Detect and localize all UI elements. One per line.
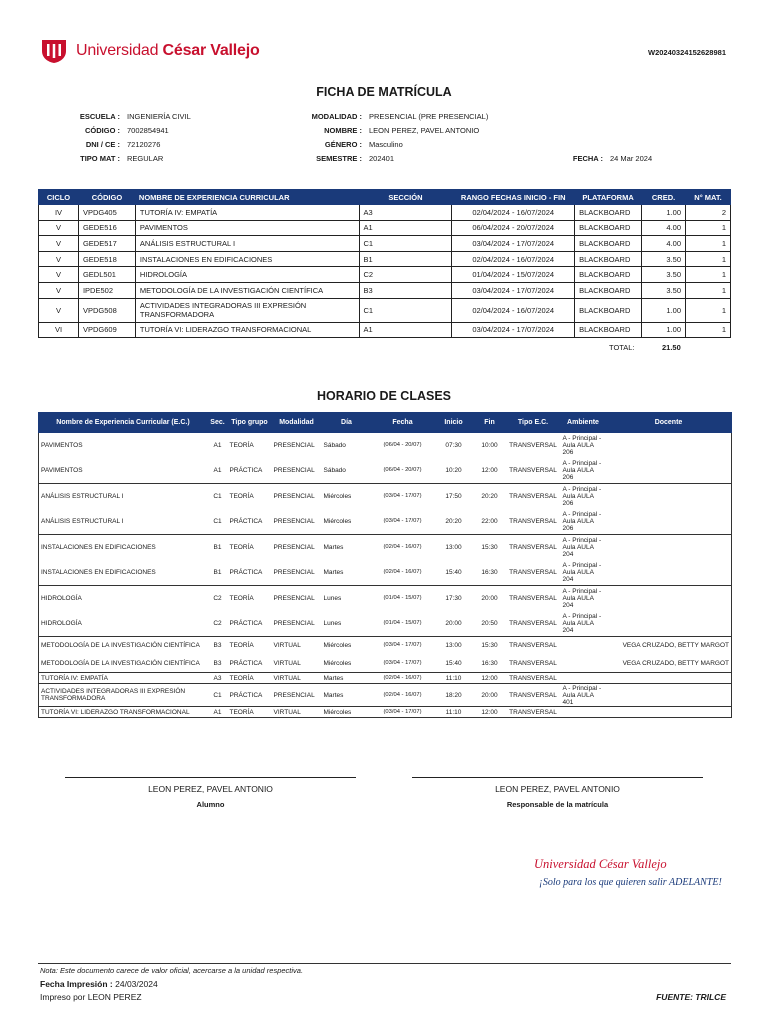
schedule-tipo-ec: TRANSVERSAL xyxy=(506,560,561,586)
logo-text-bold: César Vallejo xyxy=(162,42,260,59)
schedule-row xyxy=(39,655,732,673)
schedule-inicio: 17:30 xyxy=(445,595,462,602)
schedule-modalidad: PRESENCIAL xyxy=(272,509,322,535)
genero-value: Masculino xyxy=(369,140,403,149)
course-nombre: ANÁLISIS ESTRUCTURAL I xyxy=(135,236,359,252)
schedule-sec: A1 xyxy=(213,442,222,449)
schedule-dia: Miércoles xyxy=(323,642,352,650)
schedule-ambiente: A - Principal - Aula AULA 206 xyxy=(561,458,606,484)
responsible-name: LEON PEREZ, PAVEL ANTONIO xyxy=(495,784,620,794)
schedule-ambiente: A - Principal - Aula AULA 204 xyxy=(562,537,602,558)
course-seccion: C1 xyxy=(359,236,452,252)
student-name: LEON PEREZ, PAVEL ANTONIO xyxy=(148,784,273,794)
schedule-modalidad: VIRTUAL xyxy=(273,642,301,650)
schedule-ec: INSTALACIONES EN EDIFICACIONES xyxy=(41,544,156,551)
course-rango: 06/04/2024 - 20/07/2024 xyxy=(452,220,575,236)
col-tipo-ec: Tipo E.C. xyxy=(506,413,561,433)
footer-divider xyxy=(38,963,731,964)
schedule-fin: 16:30 xyxy=(474,560,506,586)
course-nombre: ACTIVIDADES INTEGRADORAS III EXPRESIÓN TRANSFORMADORA xyxy=(135,298,359,322)
course-seccion: B3 xyxy=(359,282,452,298)
schedule-fecha: (01/04 - 15/07) xyxy=(372,611,434,637)
schedule-dia: Lunes xyxy=(323,595,342,602)
page-title: FICHA DE MATRÍCULA xyxy=(316,85,452,99)
schedule-sec: C1 xyxy=(213,493,222,500)
schedule-ambiente: A - Principal - Aula AULA 206 xyxy=(562,435,602,456)
escuela-value: INGENIERÍA CIVIL xyxy=(127,112,191,121)
print-date-label: Fecha Impresión : xyxy=(40,979,113,989)
schedule-ec: ACTIVIDADES INTEGRADORAS III EXPRESIÓN TRANSFORMADORA xyxy=(39,684,208,707)
schedule-fecha: (01/04 - 15/07) xyxy=(383,595,422,601)
course-row xyxy=(39,322,731,338)
schedule-tipo-ec: TRANSVERSAL xyxy=(506,707,561,718)
course-plataforma: BLACKBOARD xyxy=(575,236,642,252)
schedule-docente xyxy=(606,684,732,707)
footer-note: Nota: Este documento carece de valor oficial, acercarse a la unidad respectiva. xyxy=(40,966,304,975)
brand-signature: Universidad César Vallejo xyxy=(534,857,667,871)
schedule-ec: METODOLOGÍA DE LA INVESTIGACIÓN CIENTÍFICA xyxy=(41,642,200,650)
schedule-modalidad: VIRTUAL xyxy=(272,673,322,684)
col-inicio: Inicio xyxy=(434,413,474,433)
schedule-tipo-ec: TRANSVERSAL xyxy=(506,684,561,707)
course-cred: 4.00 xyxy=(642,220,686,236)
course-ciclo: V xyxy=(39,236,79,252)
modalidad-value: PRESENCIAL (PRE PRESENCIAL) xyxy=(369,112,489,121)
schedule-row xyxy=(39,611,732,637)
course-cred: 1.00 xyxy=(642,322,686,338)
schedule-tipo-ec: TRANSVERSAL xyxy=(509,642,557,650)
schedule-tipo-ec: TRANSVERSAL xyxy=(509,493,557,500)
schedule-dia: Miércoles xyxy=(322,707,372,718)
schedule-docente xyxy=(606,707,732,718)
schedule-modalidad: VIRTUAL xyxy=(272,655,322,673)
schedule-ec: PAVIMENTOS xyxy=(41,442,83,449)
schedule-dia: Miércoles xyxy=(322,655,372,673)
print-date xyxy=(40,979,158,989)
schedule-inicio: 20:20 xyxy=(434,509,474,535)
schedule-tipo-grupo: PRÁCTICA xyxy=(228,655,272,673)
schedule-tipo-ec: TRANSVERSAL xyxy=(506,509,561,535)
courses-header-row xyxy=(39,190,731,205)
course-rango: 02/04/2024 - 16/07/2024 xyxy=(452,298,575,322)
course-codigo: VPDG508 xyxy=(78,298,135,322)
schedule-sec: C2 xyxy=(208,611,228,637)
course-ciclo: V xyxy=(39,251,79,267)
schedule-tipo-ec: TRANSVERSAL xyxy=(506,655,561,673)
course-plataforma: BLACKBOARD xyxy=(575,298,642,322)
course-cred: 3.50 xyxy=(642,267,686,283)
schedule-sec: C1 xyxy=(208,684,228,707)
schedule-fin: 22:00 xyxy=(474,509,506,535)
document-code: W20240324152628981 xyxy=(648,48,726,57)
schedule-tipo-ec: TRANSVERSAL xyxy=(509,544,557,551)
course-seccion: A1 xyxy=(359,220,452,236)
schedule-inicio: 10:20 xyxy=(434,458,474,484)
schedule-fecha: (06/04 - 20/07) xyxy=(383,442,422,448)
course-ciclo: IV xyxy=(39,205,79,221)
schedule-inicio: 13:00 xyxy=(445,642,462,650)
fecha-label: FECHA : xyxy=(572,154,603,163)
schedule-dia: Miércoles xyxy=(323,493,352,500)
schedule-row xyxy=(39,673,732,684)
schedule-docente xyxy=(606,484,732,510)
course-row xyxy=(39,267,731,283)
course-cred: 3.50 xyxy=(642,251,686,267)
schedule-tipo-grupo: PRÁCTICA xyxy=(228,509,272,535)
schedule-modalidad: VIRTUAL xyxy=(272,707,322,718)
nombre-label: NOMBRE : xyxy=(324,126,362,135)
schedule-ec: ANÁLISIS ESTRUCTURAL I xyxy=(41,493,124,500)
schedule-fin: 20:50 xyxy=(474,611,506,637)
schedule-sec: A1 xyxy=(208,458,228,484)
schedule-title: HORARIO DE CLASES xyxy=(316,389,452,403)
schedule-fecha: (03/04 - 17/07) xyxy=(383,493,422,499)
schedule-row xyxy=(39,637,732,655)
course-plataforma: BLACKBOARD xyxy=(575,267,642,283)
schedule-dia: Sábado xyxy=(322,458,372,484)
schedule-sec: A1 xyxy=(208,707,228,718)
schedule-ambiente xyxy=(561,673,606,684)
schedule-modalidad: PRESENCIAL xyxy=(273,544,315,551)
course-ciclo: V xyxy=(39,282,79,298)
schedule-tipo-grupo: PRÁCTICA xyxy=(228,560,272,586)
schedule-dia: Miércoles xyxy=(322,509,372,535)
schedule-docente xyxy=(606,611,732,637)
schedule-tipo-ec: TRANSVERSAL xyxy=(509,442,557,449)
course-nmat: 1 xyxy=(686,267,731,283)
course-plataforma: BLACKBOARD xyxy=(575,282,642,298)
schedule-sec: B1 xyxy=(208,560,228,586)
col-codigo: CÓDIGO xyxy=(78,190,135,205)
schedule-modalidad: PRESENCIAL xyxy=(272,458,322,484)
logo-text-regular: Universidad xyxy=(76,42,159,59)
schedule-ambiente xyxy=(561,655,606,673)
schedule-ec: METODOLOGÍA DE LA INVESTIGACIÓN CIENTÍFICA xyxy=(39,655,208,673)
schedule-table xyxy=(38,412,732,718)
course-nmat: 1 xyxy=(686,298,731,322)
total-value: 21.50 xyxy=(662,343,681,352)
schedule-fecha: (03/04 - 17/07) xyxy=(372,509,434,535)
schedule-inicio: 15:40 xyxy=(434,655,474,673)
schedule-fin: 20:00 xyxy=(474,684,506,707)
course-nombre: PAVIMENTOS xyxy=(135,220,359,236)
nombre-value: LEON PEREZ, PAVEL ANTONIO xyxy=(369,126,480,135)
schedule-ec: HIDROLOGÍA xyxy=(41,595,82,602)
schedule-fin: 10:00 xyxy=(481,442,498,449)
schedule-tipo-grupo: PRÁCTICA xyxy=(228,684,272,707)
schedule-modalidad: PRESENCIAL xyxy=(273,493,315,500)
col-nombre: NOMBRE DE EXPERIENCIA CURRICULAR xyxy=(135,190,359,205)
col-dia: Día xyxy=(322,413,372,433)
course-rango: 01/04/2024 - 15/07/2024 xyxy=(452,267,575,283)
schedule-tipo-grupo: PRÁCTICA xyxy=(228,611,272,637)
schedule-tipo-grupo: TEORÍA xyxy=(229,595,254,602)
schedule-tipo-ec: TRANSVERSAL xyxy=(506,458,561,484)
schedule-inicio: 11:10 xyxy=(434,673,474,684)
schedule-ambiente: A - Principal - Aula AULA 401 xyxy=(561,684,606,707)
schedule-fecha: (02/04 - 16/07) xyxy=(372,560,434,586)
schedule-inicio: 11:10 xyxy=(434,707,474,718)
schedule-fin: 12:00 xyxy=(474,458,506,484)
course-seccion: A1 xyxy=(359,322,452,338)
schedule-fecha: (03/04 - 17/07) xyxy=(372,655,434,673)
schedule-modalidad: PRESENCIAL xyxy=(272,611,322,637)
col-fecha: Fecha xyxy=(372,413,434,433)
schedule-inicio: 13:00 xyxy=(445,544,462,551)
course-nmat: 1 xyxy=(686,282,731,298)
source-label: FUENTE: TRILCE xyxy=(656,992,726,1002)
schedule-sec: B3 xyxy=(213,642,222,650)
student-role: Alumno xyxy=(196,800,225,809)
col-rango: RANGO FECHAS INICIO - FIN xyxy=(452,190,575,205)
schedule-row xyxy=(39,586,732,612)
schedule-row xyxy=(39,484,732,510)
schedule-docente xyxy=(606,535,732,561)
brand-slogan: ¡Solo para los que quieren salir ADELANTE! xyxy=(539,877,722,888)
student-signature-line xyxy=(65,777,356,778)
dni-value: 72120276 xyxy=(127,140,161,149)
course-nombre: TUTORÍA IV: EMPATÍA xyxy=(135,205,359,221)
dni-label: DNI / CE : xyxy=(85,140,120,149)
course-row xyxy=(39,282,731,298)
col-sec: Sec. xyxy=(208,413,228,433)
course-plataforma: BLACKBOARD xyxy=(575,220,642,236)
schedule-modalidad: PRESENCIAL xyxy=(272,560,322,586)
schedule-row xyxy=(39,684,732,707)
schedule-fecha: (02/04 - 16/07) xyxy=(372,673,434,684)
total-label: TOTAL: xyxy=(609,343,635,352)
col-tipo-grupo: Tipo grupo xyxy=(228,413,272,433)
schedule-fin: 12:00 xyxy=(474,673,506,684)
course-rango: 03/04/2024 - 17/07/2024 xyxy=(452,236,575,252)
schedule-row xyxy=(39,535,732,561)
shield-icon xyxy=(40,38,68,64)
schedule-inicio: 18:20 xyxy=(434,684,474,707)
schedule-ambiente xyxy=(561,637,606,655)
course-codigo: GEDL501 xyxy=(78,267,135,283)
course-nmat: 1 xyxy=(686,220,731,236)
col-ciclo: CICLO xyxy=(39,190,79,205)
course-cred: 3.50 xyxy=(642,282,686,298)
schedule-fin: 15:30 xyxy=(481,642,498,650)
schedule-fecha: (03/04 - 17/07) xyxy=(372,707,434,718)
schedule-fin: 16:30 xyxy=(474,655,506,673)
genero-label: GÉNERO : xyxy=(324,140,362,149)
schedule-docente: VEGA CRUZADO, BETTY MARGOT xyxy=(622,642,729,650)
schedule-fecha: (02/04 - 16/07) xyxy=(383,544,422,550)
course-rango: 02/04/2024 - 16/07/2024 xyxy=(452,205,575,221)
schedule-header-row xyxy=(39,413,732,433)
modalidad-label: MODALIDAD : xyxy=(311,112,362,121)
schedule-fecha: (02/04 - 16/07) xyxy=(372,684,434,707)
course-nombre: INSTALACIONES EN EDIFICACIONES xyxy=(135,251,359,267)
course-nombre: HIDROLOGÍA xyxy=(135,267,359,283)
course-row xyxy=(39,251,731,267)
col-modalidad: Modalidad xyxy=(272,413,322,433)
course-rango: 02/04/2024 - 16/07/2024 xyxy=(452,251,575,267)
schedule-fecha: (03/04 - 17/07) xyxy=(383,642,422,649)
col-fin: Fin xyxy=(474,413,506,433)
schedule-sec: B1 xyxy=(213,544,222,551)
course-ciclo: V xyxy=(39,298,79,322)
course-plataforma: BLACKBOARD xyxy=(575,251,642,267)
schedule-tipo-grupo: TEORÍA xyxy=(229,544,254,551)
schedule-sec: B3 xyxy=(208,655,228,673)
col-seccion: SECCIÓN xyxy=(359,190,452,205)
schedule-sec: C1 xyxy=(208,509,228,535)
schedule-tipo-grupo: TEORÍA xyxy=(229,442,254,449)
schedule-ec: INSTALACIONES EN EDIFICACIONES xyxy=(39,560,208,586)
course-plataforma: BLACKBOARD xyxy=(575,322,642,338)
col-nmat: N° MAT. xyxy=(686,190,731,205)
col-cred: CRED. xyxy=(642,190,686,205)
courses-table xyxy=(38,189,731,338)
schedule-dia: Martes xyxy=(322,560,372,586)
course-seccion: B1 xyxy=(359,251,452,267)
schedule-docente xyxy=(606,560,732,586)
schedule-docente xyxy=(606,458,732,484)
schedule-modalidad: PRESENCIAL xyxy=(272,684,322,707)
course-rango: 03/04/2024 - 17/07/2024 xyxy=(452,322,575,338)
course-plataforma: BLACKBOARD xyxy=(575,205,642,221)
schedule-inicio: 20:00 xyxy=(434,611,474,637)
schedule-inicio: 17:50 xyxy=(445,493,462,500)
schedule-fin: 20:20 xyxy=(481,493,498,500)
schedule-row xyxy=(39,433,732,459)
course-ciclo: V xyxy=(39,220,79,236)
course-codigo: GEDE516 xyxy=(78,220,135,236)
course-cred: 1.00 xyxy=(642,205,686,221)
codigo-value: 7002854941 xyxy=(127,126,169,135)
schedule-docente: VEGA CRUZADO, BETTY MARGOT xyxy=(606,655,732,673)
schedule-ambiente: A - Principal - Aula AULA 206 xyxy=(562,486,602,507)
schedule-fin: 15:30 xyxy=(481,544,498,551)
schedule-row xyxy=(39,458,732,484)
course-ciclo: VI xyxy=(39,322,79,338)
course-seccion: C2 xyxy=(359,267,452,283)
printed-by: Impreso por LEON PEREZ xyxy=(40,992,142,1002)
course-codigo: VPDG405 xyxy=(78,205,135,221)
schedule-tipo-grupo: TEORÍA xyxy=(229,493,254,500)
course-nombre: METODOLOGÍA DE LA INVESTIGACIÓN CIENTÍFICA xyxy=(135,282,359,298)
schedule-ec: HIDROLOGÍA xyxy=(39,611,208,637)
fecha-value: 24 Mar 2024 xyxy=(610,154,653,163)
course-seccion: A3 xyxy=(359,205,452,221)
responsible-role: Responsable de la matrícula xyxy=(506,800,609,809)
tipomat-value: REGULAR xyxy=(127,154,164,163)
schedule-modalidad: PRESENCIAL xyxy=(273,595,315,602)
course-rango: 03/04/2024 - 17/07/2024 xyxy=(452,282,575,298)
course-ciclo: V xyxy=(39,267,79,283)
schedule-sec: A3 xyxy=(208,673,228,684)
responsible-signature-line xyxy=(412,777,703,778)
col-ambiente: Ambiente xyxy=(561,413,606,433)
schedule-ambiente: A - Principal - Aula AULA 204 xyxy=(562,588,602,609)
schedule-inicio: 15:40 xyxy=(434,560,474,586)
col-plataforma: PLATAFORMA xyxy=(575,190,642,205)
print-date-value: 24/03/2024 xyxy=(115,979,158,989)
semestre-label: SEMESTRE : xyxy=(316,154,362,163)
schedule-dia: Martes xyxy=(322,673,372,684)
semestre-value: 202401 xyxy=(369,154,395,163)
schedule-dia: Lunes xyxy=(322,611,372,637)
schedule-docente xyxy=(606,673,732,684)
col-docente: Docente xyxy=(606,413,732,433)
schedule-ec: ANÁLISIS ESTRUCTURAL I xyxy=(39,509,208,535)
schedule-dia: Martes xyxy=(323,544,344,551)
col-ec: Nombre de Experiencia Curricular (E.C.) xyxy=(39,413,208,433)
schedule-row xyxy=(39,560,732,586)
schedule-inicio: 07:30 xyxy=(445,442,462,449)
course-codigo: GEDE518 xyxy=(78,251,135,267)
course-nmat: 1 xyxy=(686,251,731,267)
schedule-ambiente: A - Principal - Aula AULA 204 xyxy=(561,611,606,637)
course-cred: 4.00 xyxy=(642,236,686,252)
schedule-tipo-grupo: TEORÍA xyxy=(228,673,272,684)
schedule-fin: 12:00 xyxy=(474,707,506,718)
course-nmat: 1 xyxy=(686,322,731,338)
tipomat-label: TIPO MAT : xyxy=(80,154,120,163)
schedule-fin: 20:00 xyxy=(481,595,498,602)
schedule-tipo-grupo: PRÁCTICA xyxy=(228,458,272,484)
schedule-ec: TUTORÍA VI: LIDERAZGO TRANSFORMACIONAL xyxy=(39,707,208,718)
schedule-ec: PAVIMENTOS xyxy=(39,458,208,484)
course-seccion: C1 xyxy=(359,298,452,322)
schedule-ambiente: A - Principal - Aula AULA 206 xyxy=(561,509,606,535)
schedule-docente xyxy=(606,433,732,459)
course-codigo: GEDE517 xyxy=(78,236,135,252)
schedule-tipo-ec: TRANSVERSAL xyxy=(506,673,561,684)
university-logo xyxy=(40,38,260,64)
schedule-dia: Martes xyxy=(322,684,372,707)
course-row xyxy=(39,220,731,236)
course-cred: 1.00 xyxy=(642,298,686,322)
schedule-modalidad: PRESENCIAL xyxy=(273,442,315,449)
schedule-ambiente: A - Principal - Aula AULA 204 xyxy=(561,560,606,586)
schedule-row xyxy=(39,707,732,718)
course-row xyxy=(39,205,731,221)
schedule-row xyxy=(39,509,732,535)
schedule-ec: TUTORÍA IV: EMPATÍA xyxy=(39,673,208,684)
schedule-tipo-ec: TRANSVERSAL xyxy=(509,595,557,602)
schedule-docente xyxy=(606,586,732,612)
schedule-dia: Sábado xyxy=(323,442,346,449)
schedule-fecha: (06/04 - 20/07) xyxy=(372,458,434,484)
schedule-ambiente xyxy=(561,707,606,718)
schedule-tipo-ec: TRANSVERSAL xyxy=(506,611,561,637)
schedule-sec: C2 xyxy=(213,595,222,602)
course-codigo: VPDG609 xyxy=(78,322,135,338)
escuela-label: ESCUELA : xyxy=(79,112,120,121)
schedule-docente xyxy=(606,509,732,535)
schedule-tipo-grupo: TEORÍA xyxy=(229,642,254,650)
course-nombre: TUTORÍA VI: LIDERAZGO TRANSFORMACIONAL xyxy=(135,322,359,338)
course-nmat: 1 xyxy=(686,236,731,252)
schedule-tipo-grupo: TEORÍA xyxy=(228,707,272,718)
course-nmat: 2 xyxy=(686,205,731,221)
course-row xyxy=(39,236,731,252)
codigo-label: CÓDIGO : xyxy=(85,126,120,135)
course-codigo: IPDE502 xyxy=(78,282,135,298)
course-row xyxy=(39,298,731,322)
